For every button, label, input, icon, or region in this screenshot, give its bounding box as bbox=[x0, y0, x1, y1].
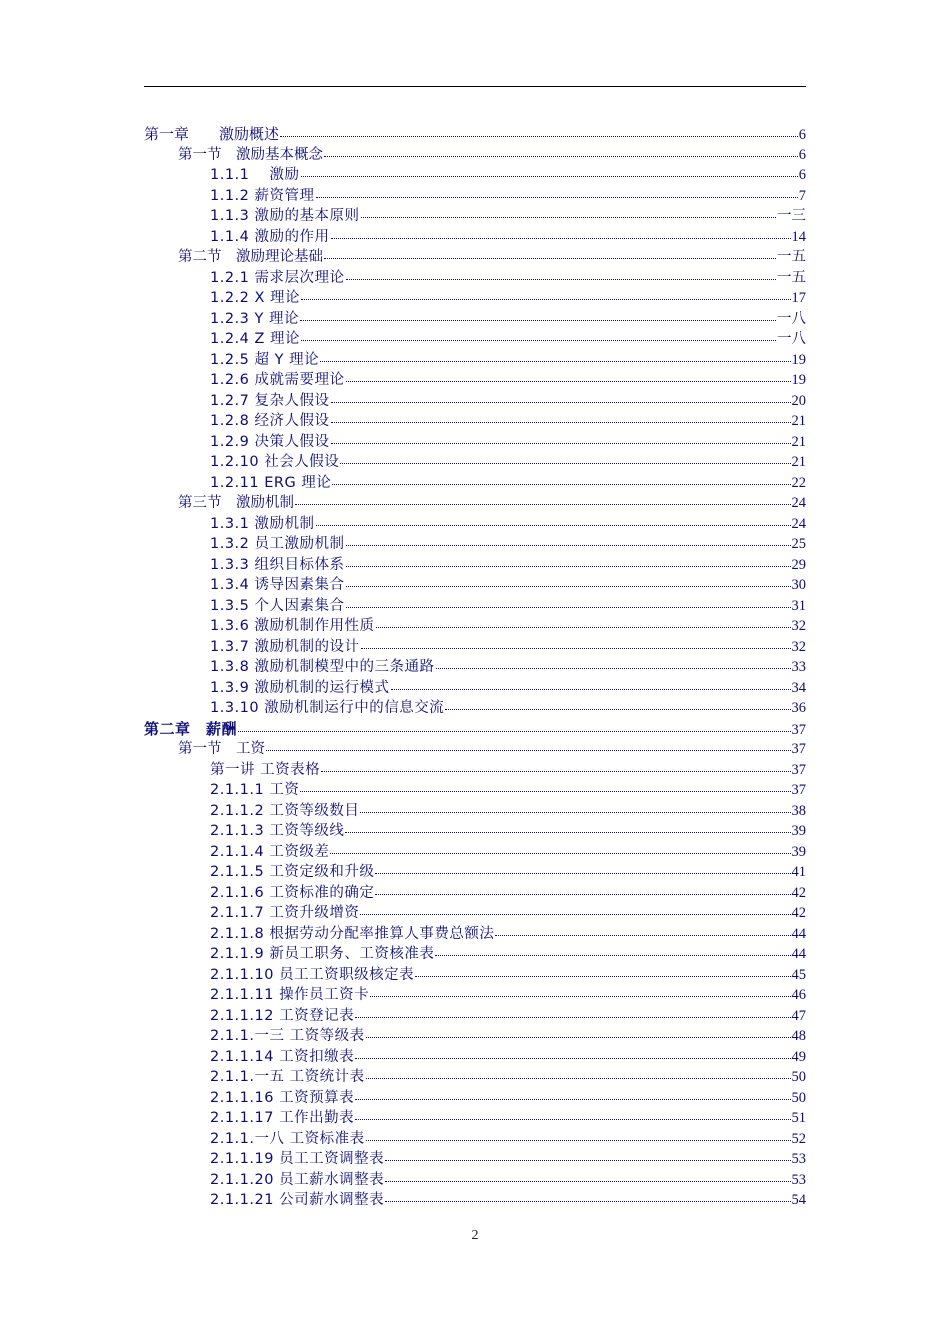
dot-leader bbox=[415, 975, 790, 977]
toc-entry-page-number: 14 bbox=[791, 228, 806, 245]
toc-entry[interactable] bbox=[144, 883, 806, 904]
toc-entry-label: 2.1.1.一三 工资等级表 bbox=[210, 1028, 365, 1044]
toc-entry-label: 2.1.1.12 工资登记表 bbox=[210, 1007, 355, 1024]
dot-leader bbox=[366, 1036, 791, 1038]
toc-entry-label: 第一讲 工资表格 bbox=[210, 761, 321, 778]
toc-entry[interactable] bbox=[144, 657, 806, 678]
toc-entry-page-number: 42 bbox=[791, 884, 806, 901]
toc-entry-label: 2.1.1.21 公司薪水调整表 bbox=[210, 1192, 385, 1208]
toc-entry-page-number: 33 bbox=[791, 659, 806, 675]
toc-entry-label: 1.3.2 员工激励机制 bbox=[210, 536, 345, 552]
toc-entry-page-number: 7 bbox=[798, 187, 806, 204]
toc-entry-label: 1.1.2 薪资管理 bbox=[210, 187, 315, 204]
dot-leader bbox=[324, 257, 776, 259]
toc-entry-page-number: 53 bbox=[791, 1151, 806, 1167]
dot-leader bbox=[331, 401, 791, 403]
toc-entry[interactable] bbox=[144, 1067, 806, 1088]
toc-entry[interactable] bbox=[144, 862, 806, 883]
dot-leader bbox=[355, 1118, 790, 1120]
toc-entry[interactable] bbox=[144, 575, 806, 596]
toc-entry-page-number: 17 bbox=[791, 290, 806, 306]
toc-entry[interactable] bbox=[144, 1026, 806, 1047]
toc-entry[interactable] bbox=[144, 391, 806, 412]
toc-entry[interactable] bbox=[144, 924, 806, 945]
toc-entry-page-number: 一八 bbox=[777, 310, 806, 327]
toc-entry[interactable] bbox=[144, 268, 806, 289]
dot-leader bbox=[346, 544, 791, 546]
toc-entry-page-number: 34 bbox=[791, 679, 806, 696]
toc-entry[interactable] bbox=[144, 309, 806, 330]
toc-entry-page-number: 21 bbox=[791, 413, 806, 429]
dot-leader bbox=[391, 688, 791, 690]
toc-entry-label: 第二章 薪酬 bbox=[144, 719, 238, 738]
toc-entry-page-number: 一五 bbox=[777, 249, 806, 265]
toc-entry-label: 1.3.6 激励机制作用性质 bbox=[210, 618, 375, 634]
toc-entry-page-number: 53 bbox=[791, 1171, 806, 1188]
toc-entry[interactable] bbox=[144, 329, 806, 350]
toc-entry[interactable] bbox=[144, 411, 806, 432]
toc-entry[interactable] bbox=[144, 1170, 806, 1191]
toc-entry-page-number: 19 bbox=[791, 372, 806, 388]
toc-entry[interactable] bbox=[144, 534, 806, 555]
toc-entry[interactable] bbox=[144, 1047, 806, 1068]
toc-entry[interactable] bbox=[144, 821, 806, 842]
toc-entry[interactable] bbox=[144, 1006, 806, 1027]
dot-leader bbox=[355, 1098, 790, 1100]
toc-entry-page-number: 一三 bbox=[777, 208, 806, 224]
toc-entry-page-number: 24 bbox=[791, 515, 806, 532]
dot-leader bbox=[370, 995, 790, 997]
toc-entry-page-number: 54 bbox=[791, 1192, 806, 1208]
toc-entry[interactable] bbox=[144, 493, 806, 514]
toc-entry-label: 2.1.1.一五 工资统计表 bbox=[210, 1069, 365, 1085]
toc-entry-page-number: 50 bbox=[791, 1089, 806, 1106]
toc-entry[interactable] bbox=[144, 452, 806, 473]
dot-leader bbox=[346, 606, 791, 608]
dot-leader bbox=[375, 872, 790, 874]
dot-leader bbox=[346, 380, 791, 382]
toc-entry[interactable] bbox=[144, 698, 806, 719]
toc-entry-page-number: 37 bbox=[791, 782, 806, 798]
toc-entry-page-number: 51 bbox=[791, 1110, 806, 1126]
toc-entry-label: 1.3.8 激励机制模型中的三条通路 bbox=[210, 659, 435, 675]
toc-entry-label: 2.1.1.5 工资定级和升级 bbox=[210, 864, 375, 880]
toc-entry[interactable] bbox=[144, 1088, 806, 1109]
toc-entry-label: 1.3.5 个人因素集合 bbox=[210, 597, 345, 614]
toc-entry[interactable] bbox=[144, 514, 806, 535]
toc-entry-page-number: 44 bbox=[791, 925, 806, 942]
toc-entry-page-number: 48 bbox=[791, 1028, 806, 1044]
toc-entry[interactable] bbox=[144, 350, 806, 371]
toc-entry-label: 2.1.1.19 员工工资调整表 bbox=[210, 1151, 385, 1167]
dot-leader bbox=[346, 565, 791, 567]
toc-entry-page-number: 50 bbox=[791, 1069, 806, 1085]
toc-entry-page-number: 44 bbox=[791, 946, 806, 962]
toc-entry[interactable] bbox=[144, 637, 806, 658]
dot-leader bbox=[301, 339, 776, 341]
toc-entry-label: 1.2.5 超 Y 理论 bbox=[210, 351, 320, 368]
dot-leader bbox=[301, 175, 798, 177]
toc-entry-label: 2.1.1.10 员工工资职级核定表 bbox=[210, 966, 415, 983]
toc-entry-label: 1.2.7 复杂人假设 bbox=[210, 392, 330, 409]
toc-entry-label: 1.2.3 Y 理论 bbox=[210, 310, 299, 327]
toc-entry-page-number: 46 bbox=[791, 987, 806, 1003]
dot-leader bbox=[295, 503, 791, 505]
toc-entry-label: 1.2.8 经济人假设 bbox=[210, 413, 330, 429]
dot-leader bbox=[366, 1139, 791, 1141]
toc-entry-label: 1.3.4 诱导因素集合 bbox=[210, 577, 345, 593]
toc-entry-label: 1.2.1 需求层次理论 bbox=[210, 269, 345, 286]
toc-entry[interactable] bbox=[144, 555, 806, 576]
dot-leader bbox=[300, 790, 790, 792]
toc-entry-label: 1.3.3 组织目标体系 bbox=[210, 556, 345, 573]
toc-entry-page-number: 38 bbox=[791, 802, 806, 819]
dot-leader bbox=[331, 421, 791, 423]
toc-entry-label: 2.1.1.6 工资标准的确定 bbox=[210, 884, 375, 901]
toc-entry[interactable] bbox=[144, 985, 806, 1006]
dot-leader bbox=[495, 934, 790, 936]
toc-entry-label: 2.1.1.一八 工资标准表 bbox=[210, 1130, 365, 1147]
toc-entry-label: 1.2.2 X 理论 bbox=[210, 290, 301, 306]
toc-entry[interactable] bbox=[144, 288, 806, 309]
toc-entry-page-number: 21 bbox=[791, 454, 806, 470]
toc-entry-label: 1.2.11 ERG 理论 bbox=[210, 474, 332, 491]
toc-entry-label: 1.1.4 激励的作用 bbox=[210, 228, 330, 245]
toc-entry[interactable] bbox=[144, 760, 806, 781]
toc-entry[interactable] bbox=[144, 596, 806, 617]
toc-entry-page-number: 30 bbox=[791, 577, 806, 593]
dot-leader bbox=[361, 216, 776, 218]
toc-entry-page-number: 一八 bbox=[777, 331, 806, 347]
page-number: 2 bbox=[471, 1228, 479, 1243]
dot-leader bbox=[345, 831, 790, 833]
toc-entry-label: 2.1.1.7 工资升级增资 bbox=[210, 905, 360, 921]
dot-leader bbox=[266, 749, 791, 751]
dot-leader bbox=[316, 524, 791, 526]
table-of-contents bbox=[144, 124, 806, 1211]
dot-leader bbox=[385, 1200, 790, 1202]
toc-entry-page-number: 6 bbox=[798, 127, 806, 143]
toc-entry-label: 1.3.7 激励机制的设计 bbox=[210, 638, 360, 655]
dot-leader bbox=[376, 626, 791, 628]
dot-leader bbox=[321, 770, 790, 772]
toc-entry-page-number: 24 bbox=[791, 495, 806, 511]
toc-entry-page-number: 37 bbox=[791, 721, 806, 738]
toc-entry-page-number: 36 bbox=[791, 700, 806, 716]
dot-leader bbox=[331, 442, 791, 444]
toc-entry[interactable] bbox=[144, 186, 806, 207]
toc-entry-label: 1.3.1 激励机制 bbox=[210, 515, 315, 532]
toc-entry-label: 2.1.1.14 工资扣缴表 bbox=[210, 1048, 355, 1065]
dot-leader bbox=[324, 155, 798, 157]
toc-entry-page-number: 32 bbox=[791, 638, 806, 655]
toc-entry-page-number: 52 bbox=[791, 1130, 806, 1147]
toc-entry[interactable] bbox=[144, 227, 806, 248]
toc-entry[interactable] bbox=[144, 678, 806, 699]
toc-entry-page-number: 47 bbox=[791, 1007, 806, 1024]
toc-entry-label: 2.1.1.16 工资预算表 bbox=[210, 1089, 355, 1106]
dot-leader bbox=[385, 1180, 790, 1182]
toc-entry-page-number: 19 bbox=[791, 351, 806, 368]
toc-entry-page-number: 49 bbox=[791, 1048, 806, 1065]
toc-entry[interactable] bbox=[144, 145, 806, 166]
dot-leader bbox=[346, 585, 791, 587]
dot-leader bbox=[366, 1077, 791, 1079]
toc-entry-label: 2.1.1.1 工资 bbox=[210, 782, 300, 798]
dot-leader bbox=[238, 730, 790, 732]
toc-entry[interactable] bbox=[144, 801, 806, 822]
dot-leader bbox=[316, 196, 798, 198]
toc-entry-label: 2.1.1.4 工资级差 bbox=[210, 843, 330, 860]
toc-entry-label: 第一章 激励概述 bbox=[144, 125, 280, 143]
toc-entry-page-number: 20 bbox=[791, 392, 806, 409]
toc-entry-label: 1.1.1 激励 bbox=[210, 167, 300, 183]
toc-entry[interactable] bbox=[144, 206, 806, 227]
dot-leader bbox=[435, 954, 790, 956]
dot-leader bbox=[445, 708, 790, 710]
toc-entry[interactable] bbox=[144, 165, 806, 186]
toc-entry-label: 2.1.1.11 操作员工资卡 bbox=[210, 987, 370, 1003]
dot-leader bbox=[436, 667, 791, 669]
toc-entry[interactable] bbox=[144, 247, 806, 268]
toc-entry[interactable] bbox=[144, 370, 806, 391]
toc-entry[interactable] bbox=[144, 473, 806, 494]
toc-entry[interactable] bbox=[144, 616, 806, 637]
toc-entry[interactable] bbox=[144, 124, 806, 145]
toc-entry[interactable] bbox=[144, 739, 806, 760]
toc-entry-page-number: 一五 bbox=[777, 269, 806, 286]
toc-entry-label: 2.1.1.8 根据劳动分配率推算人事费总额法 bbox=[210, 925, 495, 942]
toc-entry[interactable] bbox=[144, 719, 806, 740]
toc-entry[interactable] bbox=[144, 1108, 806, 1129]
toc-entry-label: 1.2.9 决策人假设 bbox=[210, 433, 330, 450]
toc-entry-label: 1.3.10 激励机制运行中的信息交流 bbox=[210, 700, 445, 716]
dot-leader bbox=[360, 913, 790, 915]
toc-entry-label: 1.2.10 社会人假设 bbox=[210, 454, 340, 470]
toc-entry-label: 第二节 激励理论基础 bbox=[178, 249, 323, 265]
toc-entry[interactable] bbox=[144, 432, 806, 453]
dot-leader bbox=[331, 237, 791, 239]
toc-entry-label: 1.1.3 激励的基本原则 bbox=[210, 208, 360, 224]
dot-leader bbox=[360, 811, 790, 813]
dot-leader bbox=[355, 1016, 790, 1018]
dot-leader bbox=[330, 852, 790, 854]
toc-entry-label: 1.2.4 Z 理论 bbox=[210, 331, 301, 347]
toc-entry-label: 1.2.6 成就需要理论 bbox=[210, 372, 345, 388]
toc-entry[interactable] bbox=[144, 944, 806, 965]
toc-entry[interactable] bbox=[144, 842, 806, 863]
toc-entry-label: 1.3.9 激励机制的运行模式 bbox=[210, 679, 390, 696]
toc-entry-page-number: 32 bbox=[791, 618, 806, 634]
dot-leader bbox=[361, 647, 791, 649]
toc-entry-page-number: 6 bbox=[798, 167, 806, 183]
toc-entry-page-number: 42 bbox=[791, 905, 806, 921]
dot-leader bbox=[320, 360, 790, 362]
toc-entry[interactable] bbox=[144, 780, 806, 801]
dot-leader bbox=[375, 893, 790, 895]
toc-entry[interactable] bbox=[144, 1190, 806, 1211]
dot-leader bbox=[301, 298, 790, 300]
toc-entry-label: 第三节 激励机制 bbox=[178, 495, 294, 511]
dot-leader bbox=[355, 1057, 790, 1059]
toc-entry-page-number: 39 bbox=[791, 843, 806, 860]
toc-entry-label: 第一节 激励基本概念 bbox=[178, 146, 323, 163]
toc-entry-label: 第一节 工资 bbox=[178, 741, 265, 757]
toc-entry-page-number: 37 bbox=[791, 741, 806, 757]
toc-entry-page-number: 6 bbox=[798, 146, 806, 163]
toc-entry-page-number: 37 bbox=[791, 761, 806, 778]
toc-entry[interactable] bbox=[144, 1149, 806, 1170]
dot-leader bbox=[346, 278, 776, 280]
toc-entry-page-number: 21 bbox=[791, 433, 806, 450]
toc-entry[interactable] bbox=[144, 965, 806, 986]
toc-entry-label: 2.1.1.3 工资等级线 bbox=[210, 823, 345, 839]
dot-leader bbox=[300, 319, 776, 321]
toc-entry-page-number: 31 bbox=[791, 597, 806, 614]
toc-entry[interactable] bbox=[144, 903, 806, 924]
toc-entry-page-number: 41 bbox=[791, 864, 806, 880]
toc-entry-label: 2.1.1.9 新员工职务、工资核准表 bbox=[210, 946, 435, 962]
toc-entry-label: 2.1.1.17 工作出勤表 bbox=[210, 1110, 355, 1126]
toc-entry[interactable] bbox=[144, 1129, 806, 1150]
dot-leader bbox=[385, 1159, 790, 1161]
toc-entry-page-number: 29 bbox=[791, 556, 806, 573]
toc-entry-label: 2.1.1.2 工资等级数目 bbox=[210, 802, 360, 819]
dot-leader bbox=[340, 462, 790, 464]
dot-leader bbox=[280, 135, 798, 137]
header-rule bbox=[144, 86, 806, 87]
toc-entry-page-number: 25 bbox=[791, 536, 806, 552]
toc-entry-label: 2.1.1.20 员工薪水调整表 bbox=[210, 1171, 385, 1188]
dot-leader bbox=[332, 483, 790, 485]
toc-entry-page-number: 22 bbox=[791, 474, 806, 491]
toc-entry-page-number: 39 bbox=[791, 823, 806, 839]
toc-entry-page-number: 45 bbox=[791, 966, 806, 983]
